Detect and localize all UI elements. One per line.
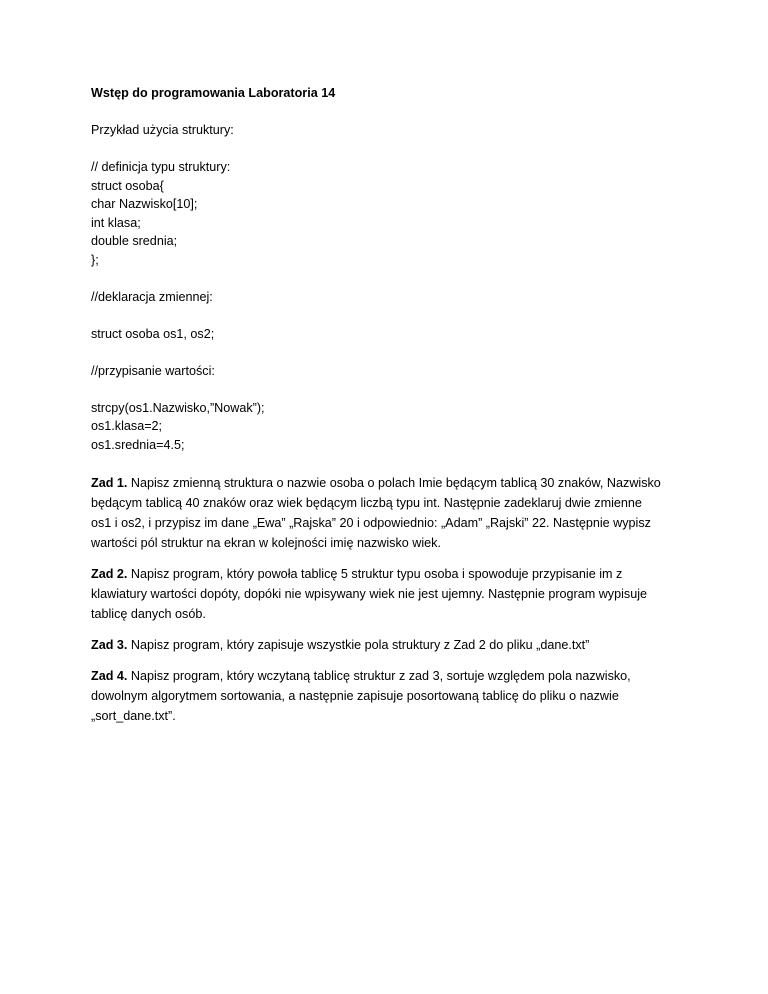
task-4 xyxy=(91,666,691,726)
task-text-line: Napisz program, który wczytaną tablicę struktur z zad 3, sortuje względem pola nazwisko, xyxy=(127,668,631,683)
code-line: double srednia; xyxy=(91,234,178,248)
declaration-comment: //deklaracja zmiennej: xyxy=(91,289,213,304)
code-line: os1.srednia=4.5; xyxy=(91,437,185,452)
code-line: os1.klasa=2; xyxy=(91,419,163,433)
task-text-line: dowolnym algorytmem sortowania, a następnie zapisuje posortowaną tablicę do pliku o nazwie xyxy=(91,688,619,703)
document-title: Wstęp do programowania Laboratoria 14 xyxy=(91,86,336,100)
task-text-line: Napisz program, który powoła tablicę 5 struktur typu osoba i spowoduje przypisanie im z xyxy=(127,566,623,581)
declaration-code: struct osoba os1, os2; xyxy=(91,326,215,341)
code-line: int klasa; xyxy=(91,215,141,230)
task-3 xyxy=(91,635,691,655)
assignment-comment: //przypisanie wartości: xyxy=(91,363,215,378)
task-label: Zad 1. xyxy=(91,475,128,490)
code-line: struct osoba{ xyxy=(91,178,164,193)
task-text-line: będącym tablicą 40 znaków oraz wiek będącym liczbą typu int. Następnie zadeklaruj dwie zmienne xyxy=(91,495,642,510)
task-text-line: „sort_dane.txt”. xyxy=(91,708,176,723)
task-text-line: tablicę danych osób. xyxy=(91,606,206,621)
task-label: Zad 2. xyxy=(91,566,128,581)
task-text-line: Napisz program, który zapisuje wszystkie pola struktury z Zad 2 do pliku „dane.txt” xyxy=(127,637,590,652)
code-line: strcpy(os1.Nazwisko,”Nowak”); xyxy=(91,400,265,415)
task-label: Zad 3. xyxy=(91,637,128,652)
task-1 xyxy=(91,473,691,553)
task-label: Zad 4. xyxy=(91,668,128,683)
code-line: }; xyxy=(91,252,99,267)
task-text-line: Napisz zmienną struktura o nazwie osoba o polach Imie będącym tablicą 30 znaków, Nazwisko xyxy=(127,475,661,490)
intro-text: Przykład użycia struktury: xyxy=(91,123,234,137)
document-page xyxy=(91,84,691,726)
task-text-line: klawiatury wartości dopóty, dopóki nie wpisywany wiek nie jest ujemny. Następnie program wypisuje xyxy=(91,586,648,601)
code-line: // definicja typu struktury: xyxy=(91,160,231,174)
task-text-line: os1 i os2, i przypisz im dane „Ewa” „Rajska” 20 i odpowiednio: „Adam” „Rajski” 22. Następnie wypisz xyxy=(91,515,651,530)
task-text-line: wartości pól struktur na ekran w kolejności imię nazwisko wiek. xyxy=(91,535,441,550)
code-line: char Nazwisko[10]; xyxy=(91,197,198,211)
task-2 xyxy=(91,564,691,624)
struct-definition-code xyxy=(91,158,691,269)
assignment-code xyxy=(91,399,691,455)
